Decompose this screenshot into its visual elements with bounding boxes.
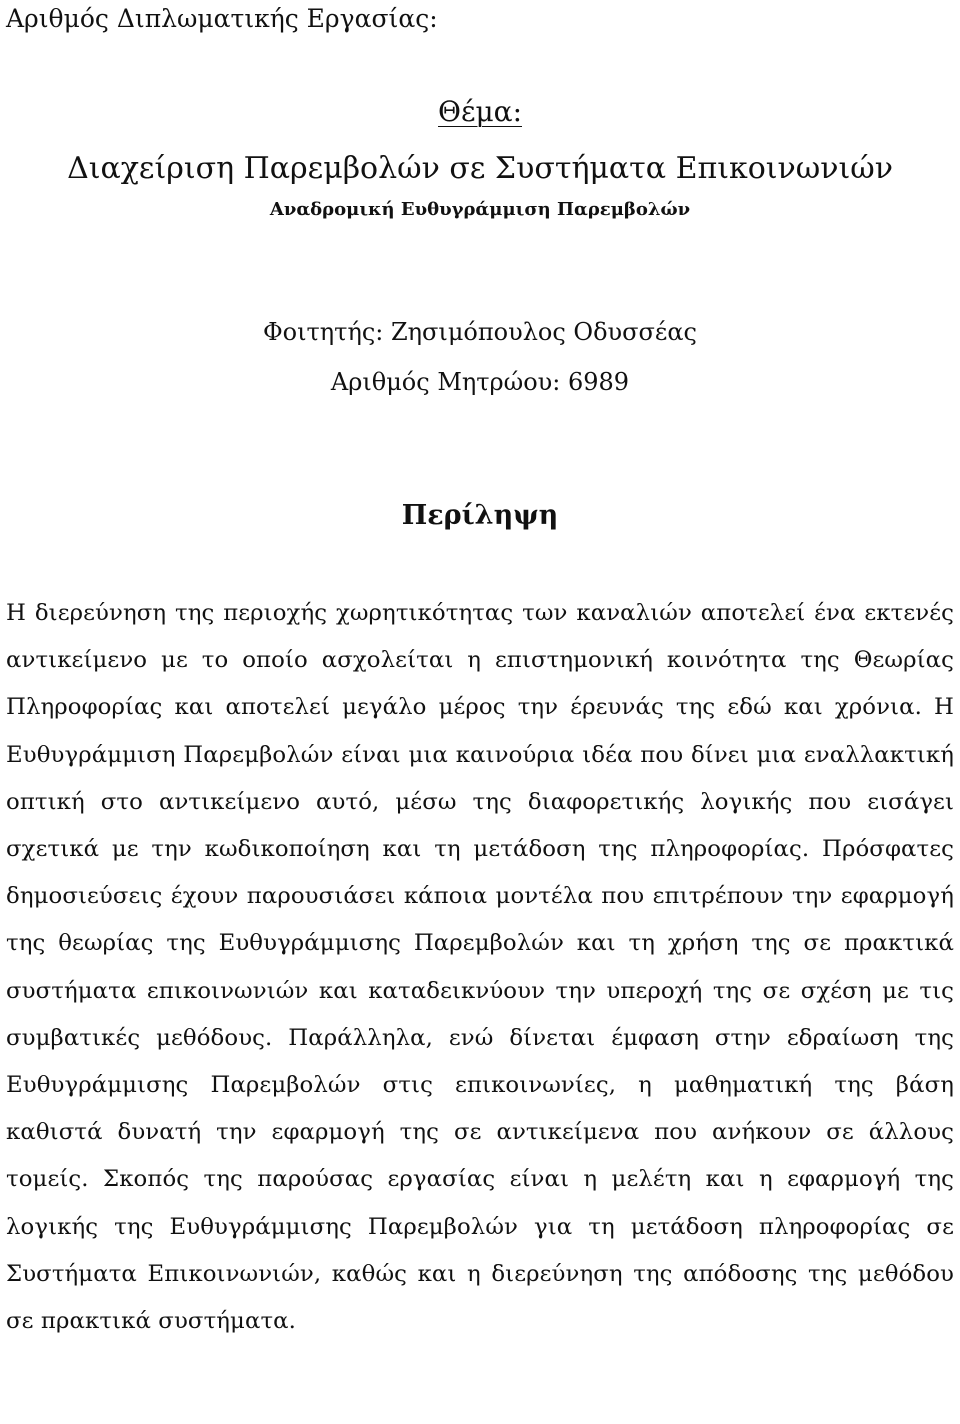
thesis-title: Διαχείριση Παρεμβολών σε Συστήματα Επικοινωνιών bbox=[67, 151, 893, 186]
student-name: Φοιτητής: Ζησιμόπουλος Οδυσσέας bbox=[262, 318, 697, 346]
thesis-number-label: Αριθμός Διπλωματικής Εργασίας: bbox=[6, 4, 438, 33]
topic-label: Θέμα: bbox=[438, 95, 522, 128]
topic-label-line bbox=[0, 95, 960, 129]
abstract-heading: Περίληψη bbox=[401, 500, 559, 531]
abstract-text: Η διερεύνηση της περιοχής χωρητικότητας των καναλιών αποτελεί ένα εκτενές αντικείμενο με το οποίο ασχολείται η επιστημονική κοινότητα της Θεωρίας Πληροφορίας και αποτελεί μεγάλο μέρος την έρευνάς της εδώ και χρόνια. Η Ευθυγράμμιση Παρεμβολών είναι μια καινούρια ιδέα που δίνει μια εναλλακτική οπτική στο αντικείμενο αυτό, μέσω της διαφορετικής λογικής που εισάγει σχετικά με την κωδικοποίηση και τη μετάδοση της πληροφορίας. Πρόσφατες δημοσιεύσεις έχουν παρουσιάσει κάποια μοντέλα που επιτρέπουν την εφαρμογή της θεωρίας της Ευθυγράμμισης Παρεμβολών και τη χρήση της σε πρακτικά συστήματα επικοινωνιών και καταδεικνύουν την υπεροχή της σε σχέση με τις συμβατικές μεθόδους. Παράλληλα, ενώ δίνεται έμφαση στην εδραίωση της Ευθυγράμμισης Παρεμβολών στις επικοινωνίες, η μαθηματική της βάση καθιστά δυνατή την εφαρμογή της σε αντικείμενα που ανήκουν σε άλλους τομείς. Σκοπός της παρούσας εργασίας είναι η μελέτη και η εφαρμογή της λογικής της Ευθυγράμμισης Παρεμβολών για τη μετάδοση πληροφορίας σε Συστήματα Επικοινωνιών, καθώς και η διερεύνηση της απόδοσης της μεθόδου σε πρακτικά συστήματα. bbox=[6, 600, 954, 1335]
thesis-subtitle: Αναδρομική Ευθυγράμμιση Παρεμβολών bbox=[269, 199, 691, 220]
registration-number: Αριθμός Μητρώου: 6989 bbox=[330, 368, 630, 396]
